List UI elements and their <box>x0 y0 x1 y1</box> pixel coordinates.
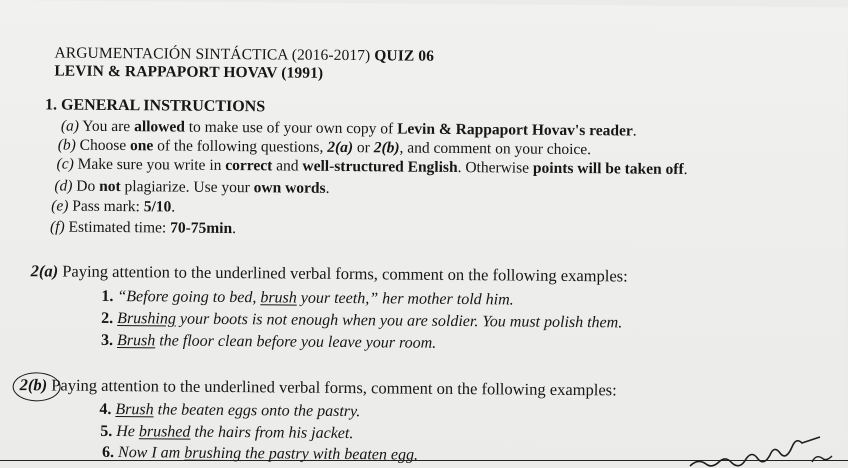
question-2a-label: 2(a) <box>30 261 59 281</box>
example-5: 5. He brushed the hairs from his jacket. <box>100 422 354 443</box>
instruction-c: (c) Make sure you write in correct and well-structured English. Otherwise points will be taken off. <box>56 155 688 179</box>
example-3: 3. Brush the floor clean before you leave your room. <box>100 331 437 352</box>
handwriting-stroke <box>812 456 832 462</box>
question-2a-prompt: 2(a) Paying attention to the underlined verbal forms, comment on the following examples: <box>30 261 628 286</box>
quiz-number: QUIZ 06 <box>374 47 435 65</box>
question-2b-prompt: 2(b) Paying attention to the underlined verbal forms, comment on the following examples: <box>19 375 617 400</box>
instruction-e: (e) Pass mark: 5/10. <box>51 197 176 216</box>
example-1: 1. “Before going to bed, brush your teeth,” her mother told him. <box>101 287 514 309</box>
course-title: ARGUMENTACIÓN SINTÁCTICA (2016-2017) <box>54 44 371 65</box>
instruction-a: (a) You are allowed to make use of your own copy of Levin & Rappaport Hovav's reader. <box>60 117 637 140</box>
example-6: 6. Now I am brushing the pastry with beaten egg. <box>101 443 419 464</box>
question-2b-label: 2(b) <box>19 375 48 395</box>
example-2: 2. Brushing your boots is not enough when you are soldier. You must polish them. <box>101 309 623 332</box>
instruction-b: (b) Choose one of the following questions, 2(a) or 2(b), and comment on your choice. <box>57 136 592 159</box>
reading-title: LEVIN & RAPPAPORT HOVAV (1991) <box>54 62 324 82</box>
instruction-d: (d) Do not plagiarize. Use your own words. <box>54 177 330 197</box>
example-4: 4. Brush the beaten eggs onto the pastry. <box>99 400 361 421</box>
instruction-f: (f) Estimated time: 70-75min. <box>49 218 237 238</box>
handwriting-stroke <box>690 437 820 466</box>
instructions-title: 1. GENERAL INSTRUCTIONS <box>45 96 266 116</box>
